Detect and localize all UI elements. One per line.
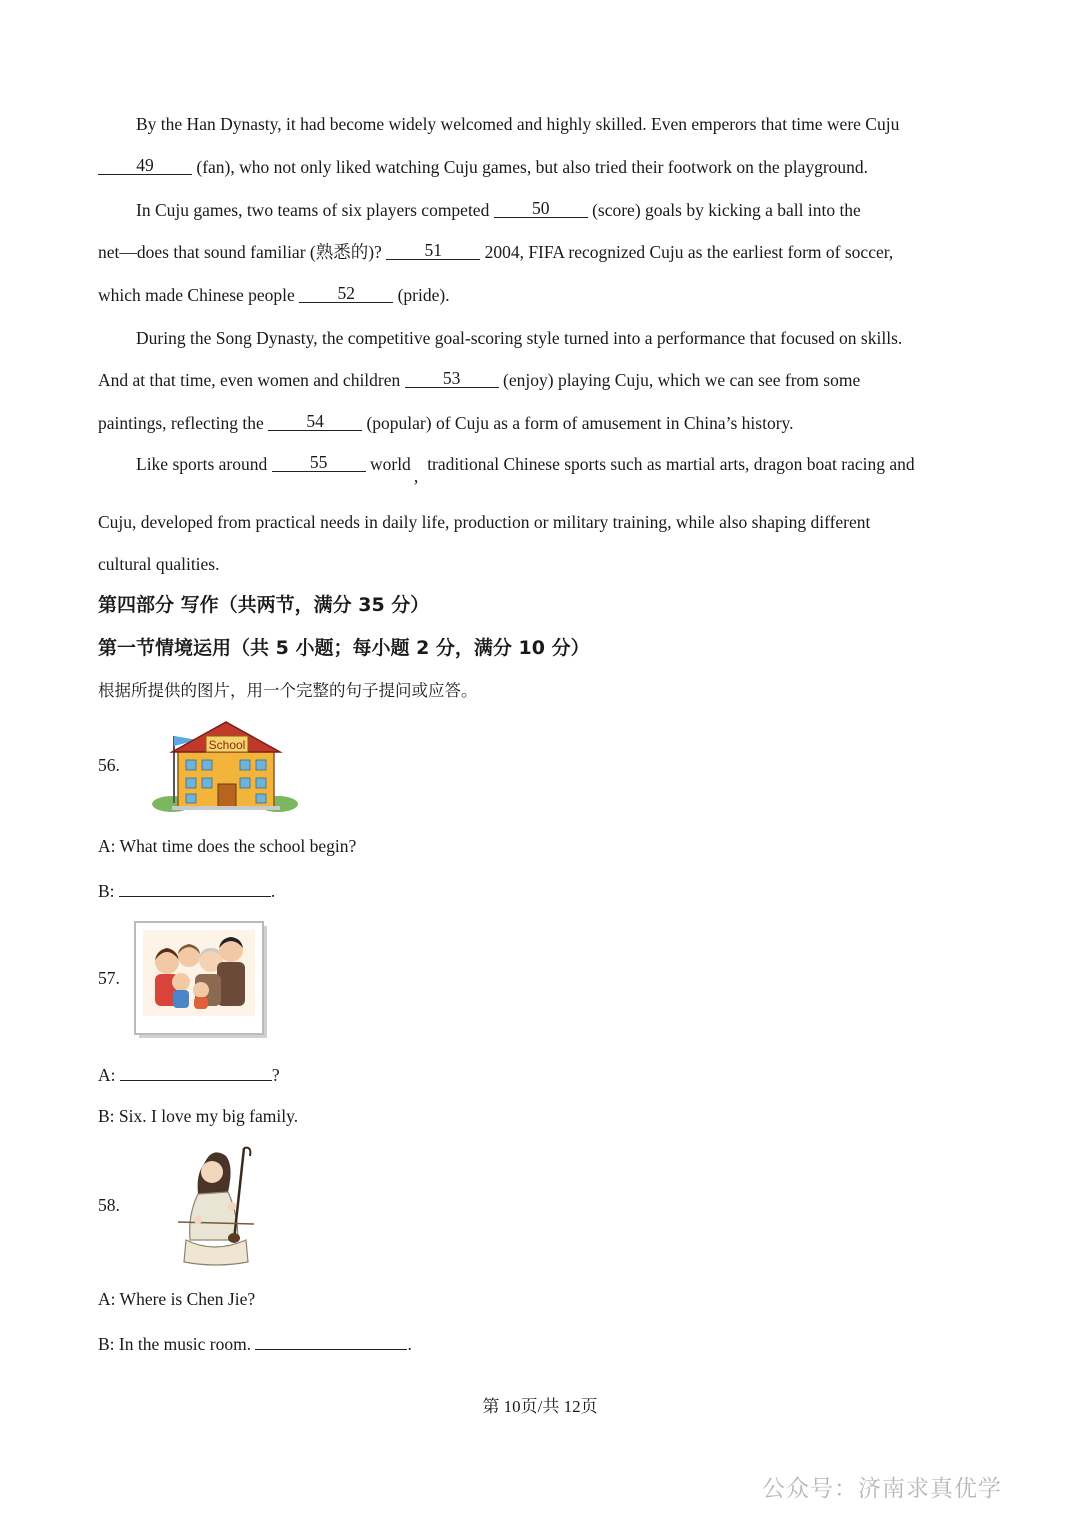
blank-54: 54 bbox=[268, 410, 362, 431]
blank-50: 50 bbox=[494, 197, 588, 218]
answer-blank[interactable] bbox=[119, 876, 271, 897]
q56-line-b: B: . bbox=[98, 876, 988, 904]
passage-line: net—does that sound familiar (熟悉的)? 51 2004, FIFA recognized Cuju as the earliest form of soccer, bbox=[98, 240, 894, 262]
answer-blank[interactable] bbox=[120, 1060, 272, 1081]
passage-line: Cuju, developed from practical needs in daily life, production or military training, while also shaping different bbox=[98, 512, 871, 532]
page-number: 第 10页/共 12页 bbox=[482, 1397, 598, 1416]
passage-line: And at that time, even women and children 53 (enjoy) playing Cuju, which we can see from some bbox=[98, 368, 861, 390]
q57-line-a: A: ? bbox=[98, 1060, 988, 1088]
q57-line-b: B: Six. I love my big family. bbox=[98, 1106, 299, 1126]
girl-playing-erhu-icon bbox=[168, 1144, 264, 1266]
passage-line: During the Song Dynasty, the competitive goal-scoring style turned into a performance that focused on skills. bbox=[136, 328, 903, 348]
watermark-text: 公众号：济南求真优学 bbox=[762, 1476, 1002, 1502]
blank-52: 52 bbox=[299, 282, 393, 303]
passage-line: By the Han Dynasty, it had become widely welcomed and highly skilled. Even emperors that time were Cuju bbox=[136, 114, 900, 134]
blank-49: 49 bbox=[98, 154, 192, 175]
passage-line: 49 (fan), who not only liked watching Cuju games, but also tried their footwork on the playground. bbox=[98, 154, 988, 180]
blank-51: 51 bbox=[386, 239, 480, 260]
school-sign: School bbox=[208, 738, 246, 752]
family-photo-icon bbox=[133, 920, 269, 1040]
passage-line: Like sports around 55 world,traditional Chinese sports such as martial arts, dragon boat racing and bbox=[136, 452, 915, 486]
blank-53: 53 bbox=[405, 367, 499, 388]
subsection-title: 第一节情境运用（共 5 小题；每小题 2 分，满分 10 分） bbox=[98, 637, 590, 659]
q58-line-b: B: In the music room. . bbox=[98, 1329, 988, 1357]
passage-line: which made Chinese people 52 (pride). bbox=[98, 283, 450, 305]
question-number: 58. bbox=[98, 1195, 120, 1215]
q58-line-a: A: Where is Chen Jie? bbox=[98, 1289, 256, 1309]
q56-line-a: A: What time does the school begin? bbox=[98, 836, 357, 856]
section-title: 第四部分 写作（共两节，满分 35 分） bbox=[98, 594, 430, 616]
question-number: 57. bbox=[98, 968, 120, 988]
instruction-text: 根据所提供的图片，用一个完整的句子提问或应答。 bbox=[98, 681, 478, 700]
passage-line: cultural qualities. bbox=[98, 554, 220, 574]
school-building-icon bbox=[150, 718, 300, 814]
blank-55: 55 bbox=[272, 451, 366, 472]
passage-line: In Cuju games, two teams of six players competed 50 (score) goals by kicking a ball into the bbox=[136, 198, 861, 220]
answer-blank[interactable] bbox=[255, 1329, 407, 1350]
passage-line: paintings, reflecting the 54 (popular) of Cuju as a form of amusement in China’s history. bbox=[98, 411, 794, 433]
question-number: 56. bbox=[98, 755, 120, 775]
